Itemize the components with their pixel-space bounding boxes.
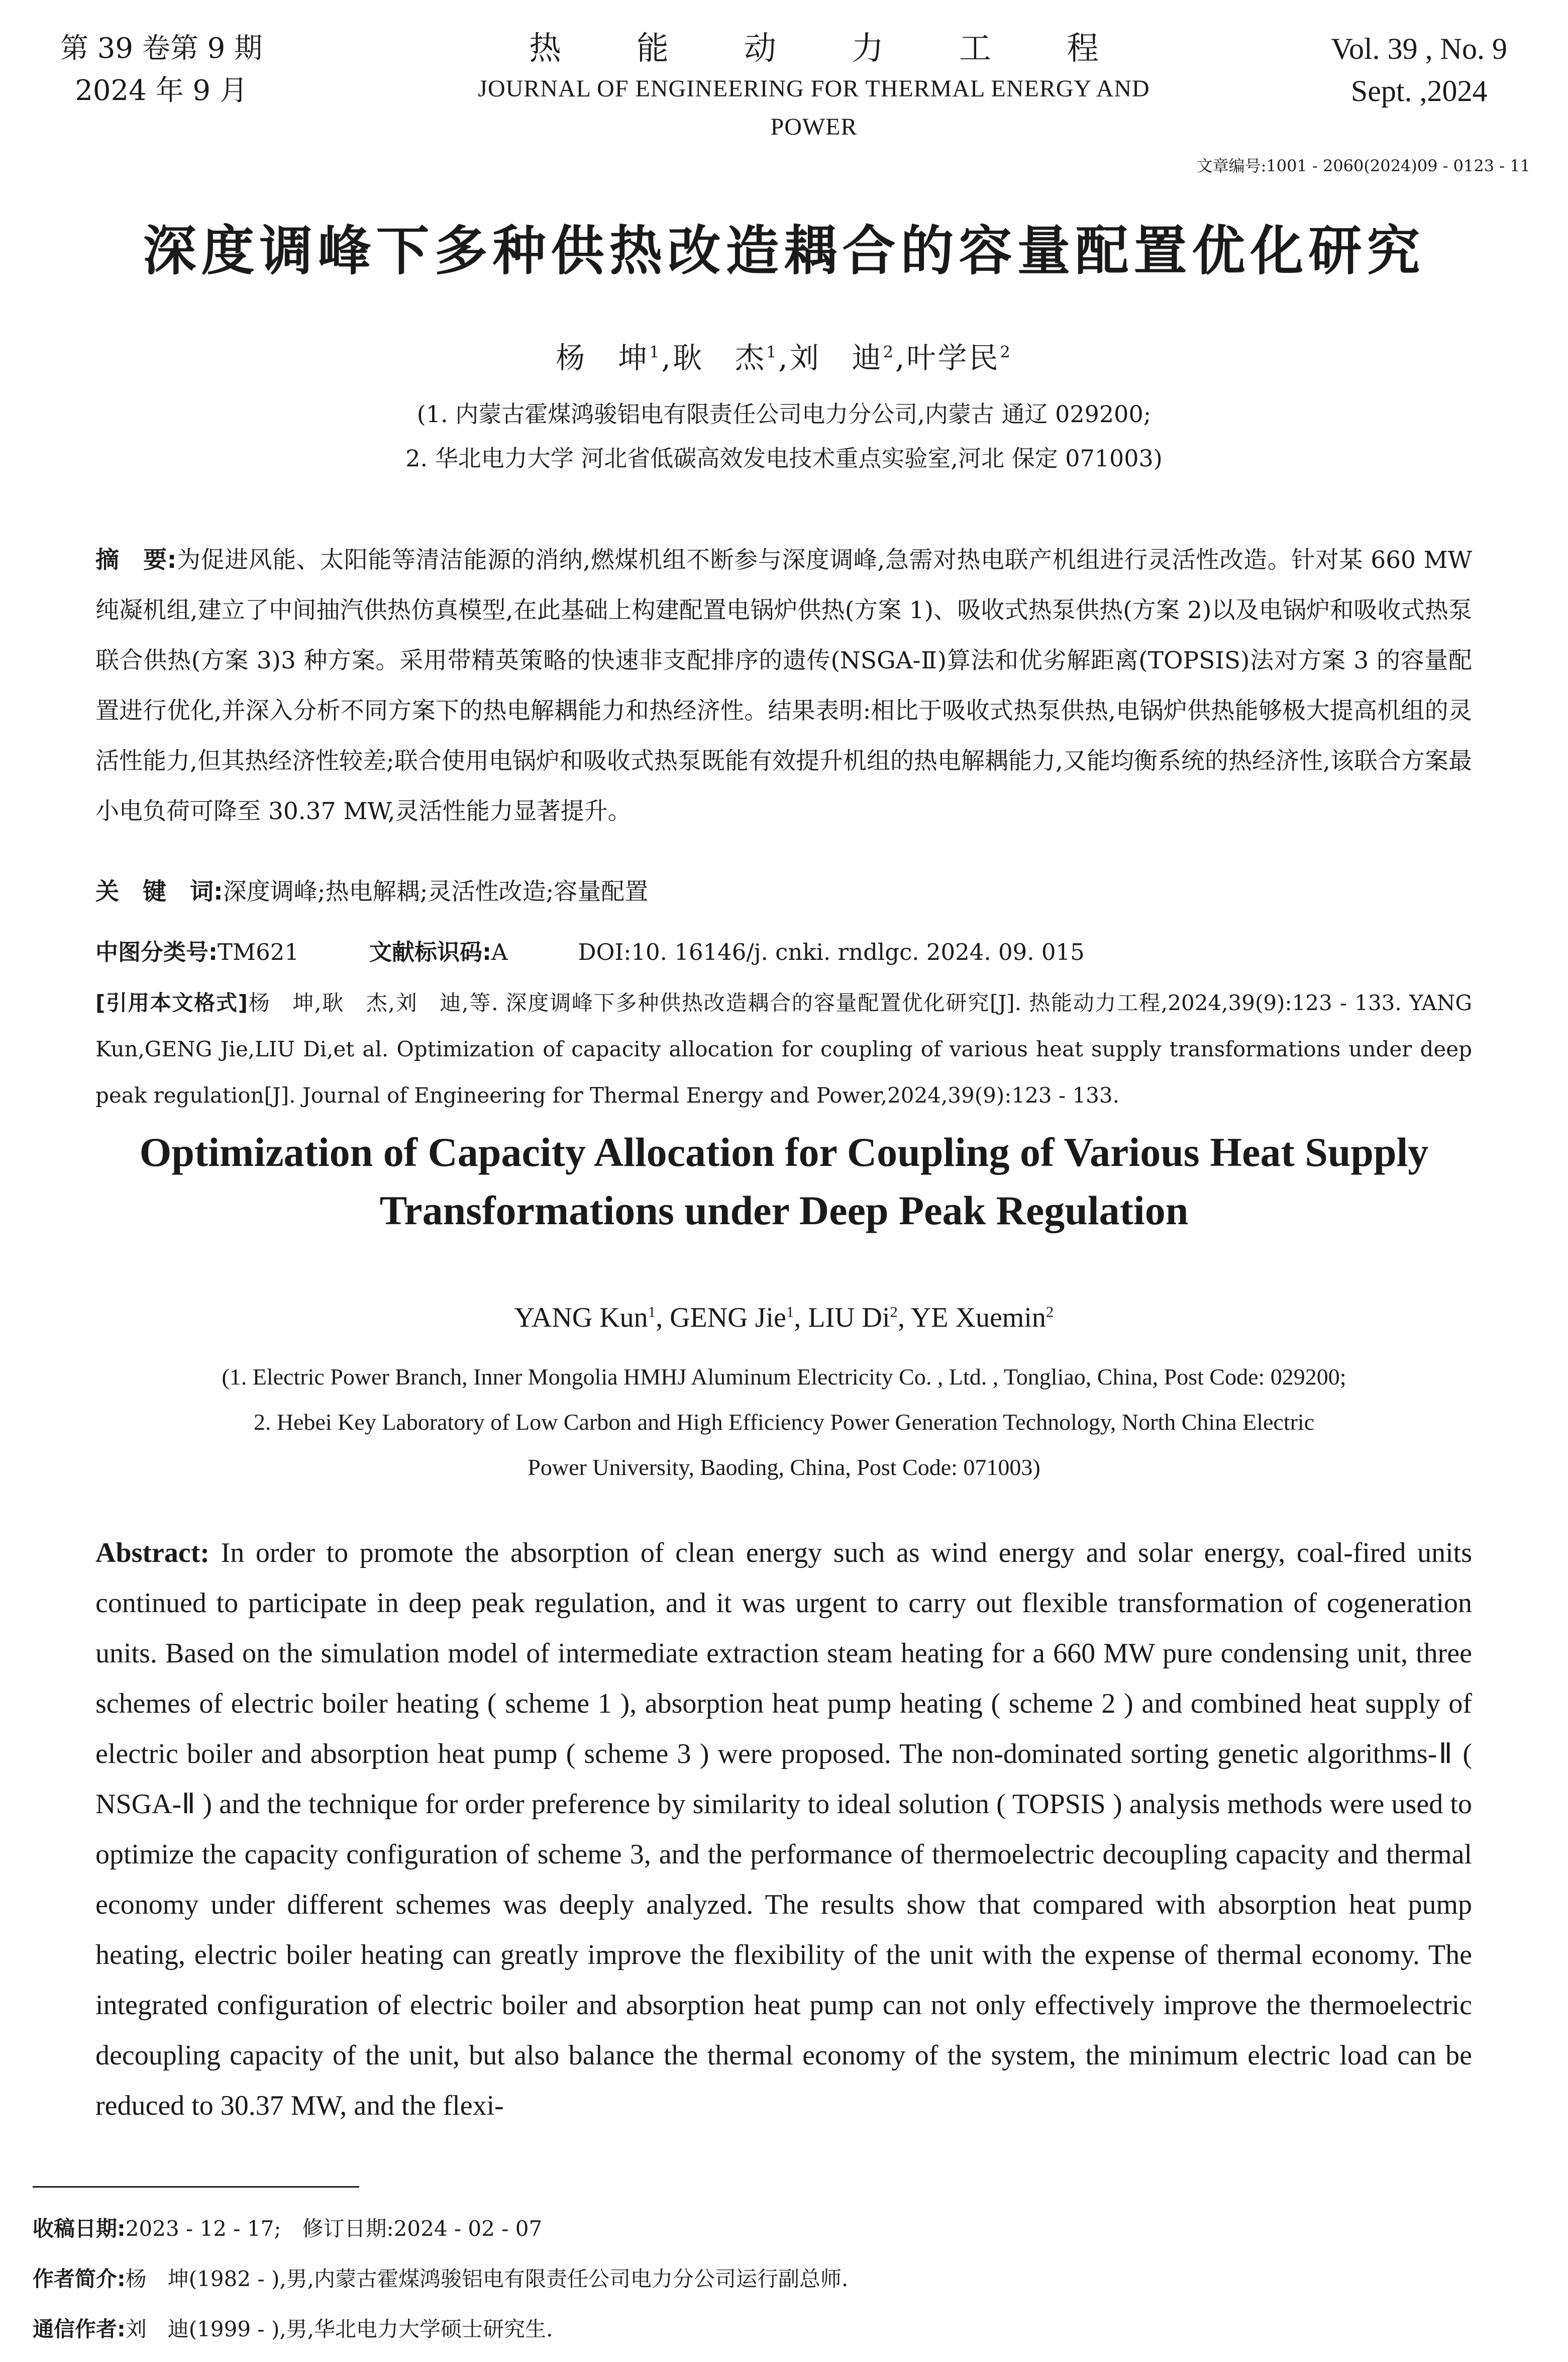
author-affiliation-mark: 2: [890, 1303, 898, 1321]
author-affiliation-mark: 2: [1000, 342, 1012, 362]
clc-label: 中图分类号:: [95, 939, 218, 965]
abstract-en: [95, 1528, 1472, 2131]
footnote-text: 杨 坤(1982 - ),男,内蒙古霍煤鸿骏铝电有限责任公司电力分公司运行副总师.: [125, 2267, 849, 2291]
author-name: YANG Kun: [514, 1302, 648, 1333]
abstract-text-cn: 为促进风能、太阳能等清洁能源的消纳,燃煤机组不断参与深度调峰,急需对热电联产机组进行灵活性改造。针对某 660 MW 纯凝机组,建立了中间抽汽供热仿真模型,在此基础上构建配置电锅炉供热(方案 1)、吸收式热泵供热(方案 2)以及电锅炉和吸收式热泵联合供热(方案 3)3 种方案。采用带精英策略的快速非支配排序的遗传(NSGA-Ⅱ)算法和优劣解距离(TOPSIS)法对方案 3 的容量配置进行优化,并深入分析不同方案下的热电解耦能力和热经济性。结果表明:相比于吸收式热泵供热,电锅炉供热能够极大提高机组的灵活性能力,但其热经济性较差;联合使用电锅炉和吸收式热泵既能有效提升机组的热电解耦能力,又能均衡系统的热经济性,该联合方案最小电负荷可降至 30.37 MW,灵活性能力显著提升。: [95, 546, 1473, 825]
article-number: 文章编号:1001 - 2060(2024)09 - 0123 - 11: [1196, 156, 1530, 175]
author-affiliation-mark: 2: [1046, 1303, 1054, 1321]
volume-issue-en: Vol. 39 , No. 9: [1331, 32, 1507, 65]
issue-info-cn: [60, 28, 262, 112]
footnote-text: 2023 - 12 - 17; 修订日期:2024 - 02 - 07: [125, 2216, 543, 2241]
footnote-received-date: [33, 2204, 1490, 2254]
author-name: 叶学民: [906, 341, 1000, 375]
affiliation-line: Power University, Baoding, China, Post Code: 071003): [528, 1454, 1040, 1480]
clc-code: TM621: [218, 939, 299, 965]
abstract-cn: [95, 535, 1472, 837]
paper-title-en: [0, 1123, 1568, 1240]
doc-code: A: [491, 939, 508, 965]
footnote-corresponding-author: [33, 2304, 1490, 2354]
author-name: YE Xuemin: [910, 1302, 1046, 1333]
affiliations-cn: [0, 392, 1568, 480]
author-name: 耿 杰: [672, 341, 766, 375]
date-en: Sept. ,2024: [1350, 74, 1488, 108]
issue-info-en: [1331, 28, 1507, 112]
affiliations-en: [40, 1354, 1528, 1490]
keywords-label-cn: 关 键 词:: [95, 878, 223, 906]
author-affiliation-mark: 1: [766, 342, 779, 362]
footnote-author-bio: [33, 2254, 1490, 2304]
author-name: GENG Jie: [670, 1302, 786, 1333]
author-name: 刘 迪: [789, 341, 883, 375]
keywords-cn: [95, 867, 1472, 917]
author-name: LIU Di: [808, 1302, 890, 1333]
affiliation-line: 2. 华北电力大学 河北省低碳高效发电技术重点实验室,河北 保定 071003): [405, 445, 1163, 472]
footnotes: [33, 2204, 1490, 2354]
affiliation-line: 2. Hebei Key Laboratory of Low Carbon and High Efficiency Power Generation Technology, North China Electric: [253, 1409, 1315, 1435]
citation-text: 杨 坤,耿 杰,刘 迪,等. 深度调峰下多种供热改造耦合的容量配置优化研究[J]. 热能动力工程,2024,39(9):123 - 133. YANG Kun,GENG Jie,LIU Di,et al. Optimization of capacity allocation for coupling of various heat supply transformations under deep peak regulation[J]. Journal of Engineering for Thermal Energy and Power,2024,39(9):123 - 133.: [95, 991, 1472, 1108]
citation-label: [引用本文格式]: [95, 991, 248, 1015]
citation-format: [95, 980, 1472, 1119]
journal-header: [60, 28, 1507, 140]
journal-name-en: JOURNAL OF ENGINEERING FOR THERMAL ENERGY AND POWER: [478, 75, 1150, 140]
author-affiliation-mark: 1: [648, 1303, 656, 1321]
abstract-label-cn: 摘 要:: [95, 546, 177, 574]
keywords-text-cn: 深度调峰;热电解耦;灵活性改造;容量配置: [223, 878, 649, 906]
authors-cn: 杨 坤$^1$,耿 杰$^1$,刘 迪$^2$,叶学民$^2$: [556, 341, 1012, 375]
paper-title-cn: 深度调峰下多种供热改造耦合的容量配置优化研究: [143, 220, 1425, 282]
footnote-divider: [33, 2186, 359, 2188]
authors-en: YANG Kun$^1$, GENG Jie$^1$, LIU Di$^2$, YE Xuemin$^2$: [514, 1302, 1054, 1333]
doi: DOI:10. 16146/j. cnki. rndlgc. 2024. 09. 015: [578, 939, 1085, 965]
footnote-label: 通信作者:: [33, 2317, 126, 2341]
journal-name: [432, 28, 1196, 146]
author-affiliation-mark: 2: [883, 342, 896, 362]
title-en-line: Transformations under Deep Peak Regulation: [379, 1188, 1189, 1233]
author-affiliation-mark: 1: [649, 342, 662, 362]
footnote-text: 刘 迪(1999 - ),男,华北电力大学硕士研究生.: [125, 2317, 553, 2341]
classification-line: [95, 927, 1472, 977]
affiliation-line: (1. 内蒙古霍煤鸿骏铝电有限责任公司电力分公司,内蒙古 通辽 029200;: [416, 401, 1152, 428]
footnote-label: 作者简介:: [33, 2267, 126, 2291]
doc-code-label: 文献标识码:: [369, 939, 491, 965]
abstract-text-en: In order to promote the absorption of clean energy such as wind energy and solar energy, coal-fired units continued to participate in deep peak regulation, and it was urgent to carry out flexible transformation of cogeneration units. Based on the simulation model of intermediate extraction steam heating for a 660 MW pure condensing unit, three schemes of electric boiler heating ( scheme 1 ), absorption heat pump heating ( scheme 2 ) and combined heat supply of electric boiler and absorption heat pump ( scheme 3 ) were proposed. The non-dominated sorting genetic algorithms-Ⅱ ( NSGA-Ⅱ ) and the technique for order preference by similarity to ideal solution ( TOPSIS ) analysis methods were used to optimize the capacity configuration of scheme 3, and the performance of thermoelectric decoupling capacity and thermal economy under different schemes was deeply analyzed. The results show that compared with absorption heat pump heating, electric boiler heating can greatly improve the flexibility of the unit with the expense of thermal economy. The integrated configuration of electric boiler and absorption heat pump can not only effectively improve the thermoelectric decoupling capacity of the unit, but also balance the thermal economy of the system, the minimum electric load can be reduced to 30.37 MW, and the flexi-: [95, 1537, 1472, 2121]
abstract-label-en: Abstract:: [95, 1537, 210, 1568]
title-en-line: Optimization of Capacity Allocation for Coupling of Various Heat Supply: [139, 1129, 1429, 1175]
author-affiliation-mark: 1: [786, 1303, 794, 1321]
footnote-label: 收稿日期:: [33, 2216, 126, 2241]
affiliation-line: (1. Electric Power Branch, Inner Mongolia HMHJ Aluminum Electricity Co. , Ltd. , Tongliao, China, Post Code: 029200;: [222, 1364, 1346, 1390]
date-cn: 2024 年 9 月: [75, 74, 248, 107]
author-name: 杨 坤: [556, 341, 650, 375]
journal-name-cn: 热能动力工程: [529, 30, 1174, 67]
volume-issue-cn: 第 39 卷第 9 期: [60, 32, 263, 65]
